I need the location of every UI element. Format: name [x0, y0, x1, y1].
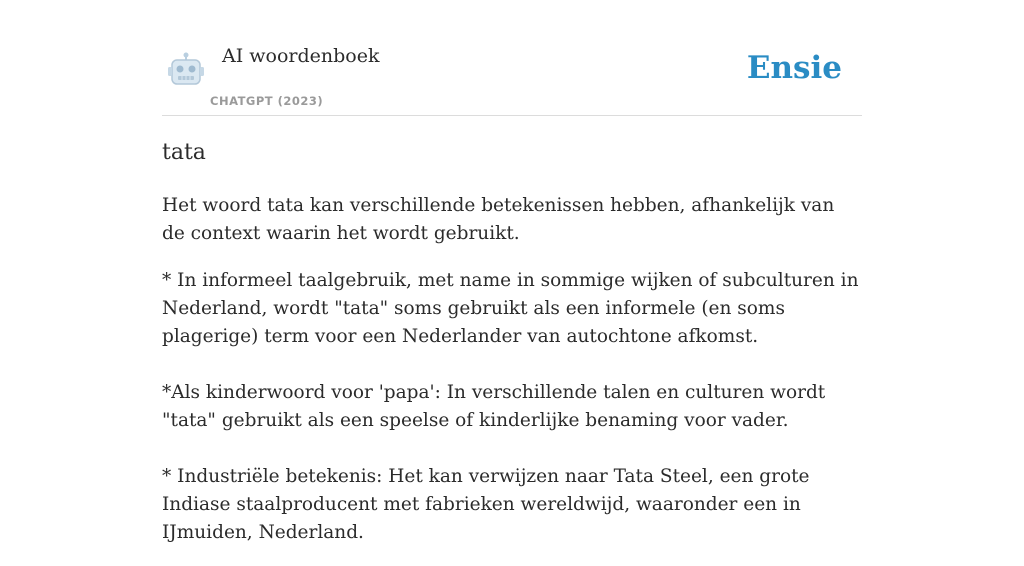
definition-paragraph: * Industriële betekenis: Het kan verwijzen naar Tata Steel, een grote Indiase staalproducent met fabrieken wereldwijd, waaronder een in IJmuiden, Nederland.	[162, 466, 810, 543]
definition-paragraph: *Als kinderwoord voor 'papa': In verschillende talen en culturen wordt "tata" gebruikt als een speelse of kinderlijke benaming voor vader.	[162, 382, 826, 431]
definition-text	[162, 192, 862, 566]
headword: tata	[162, 140, 206, 165]
source-header	[162, 0, 862, 116]
definition-paragraph: * In informeel taalgebruik, met name in sommige wijken of subculturen in Nederland, wordt "tata" soms gebruikt als een informele (en soms plagerige) term voor een Nederlander van autochtone afkomst.	[162, 270, 859, 347]
source-title[interactable]: AI woordenboek	[222, 45, 380, 67]
brand-logo[interactable]: Ensie	[746, 50, 842, 86]
entry-page	[162, 0, 862, 543]
robot-icon	[166, 52, 206, 90]
definition-paragraph: Het woord tata kan verschillende betekenissen hebben, afhankelijk van de context waarin het wordt gebruikt.	[162, 195, 835, 244]
source-subtitle: CHATGPT (2023)	[210, 94, 324, 108]
